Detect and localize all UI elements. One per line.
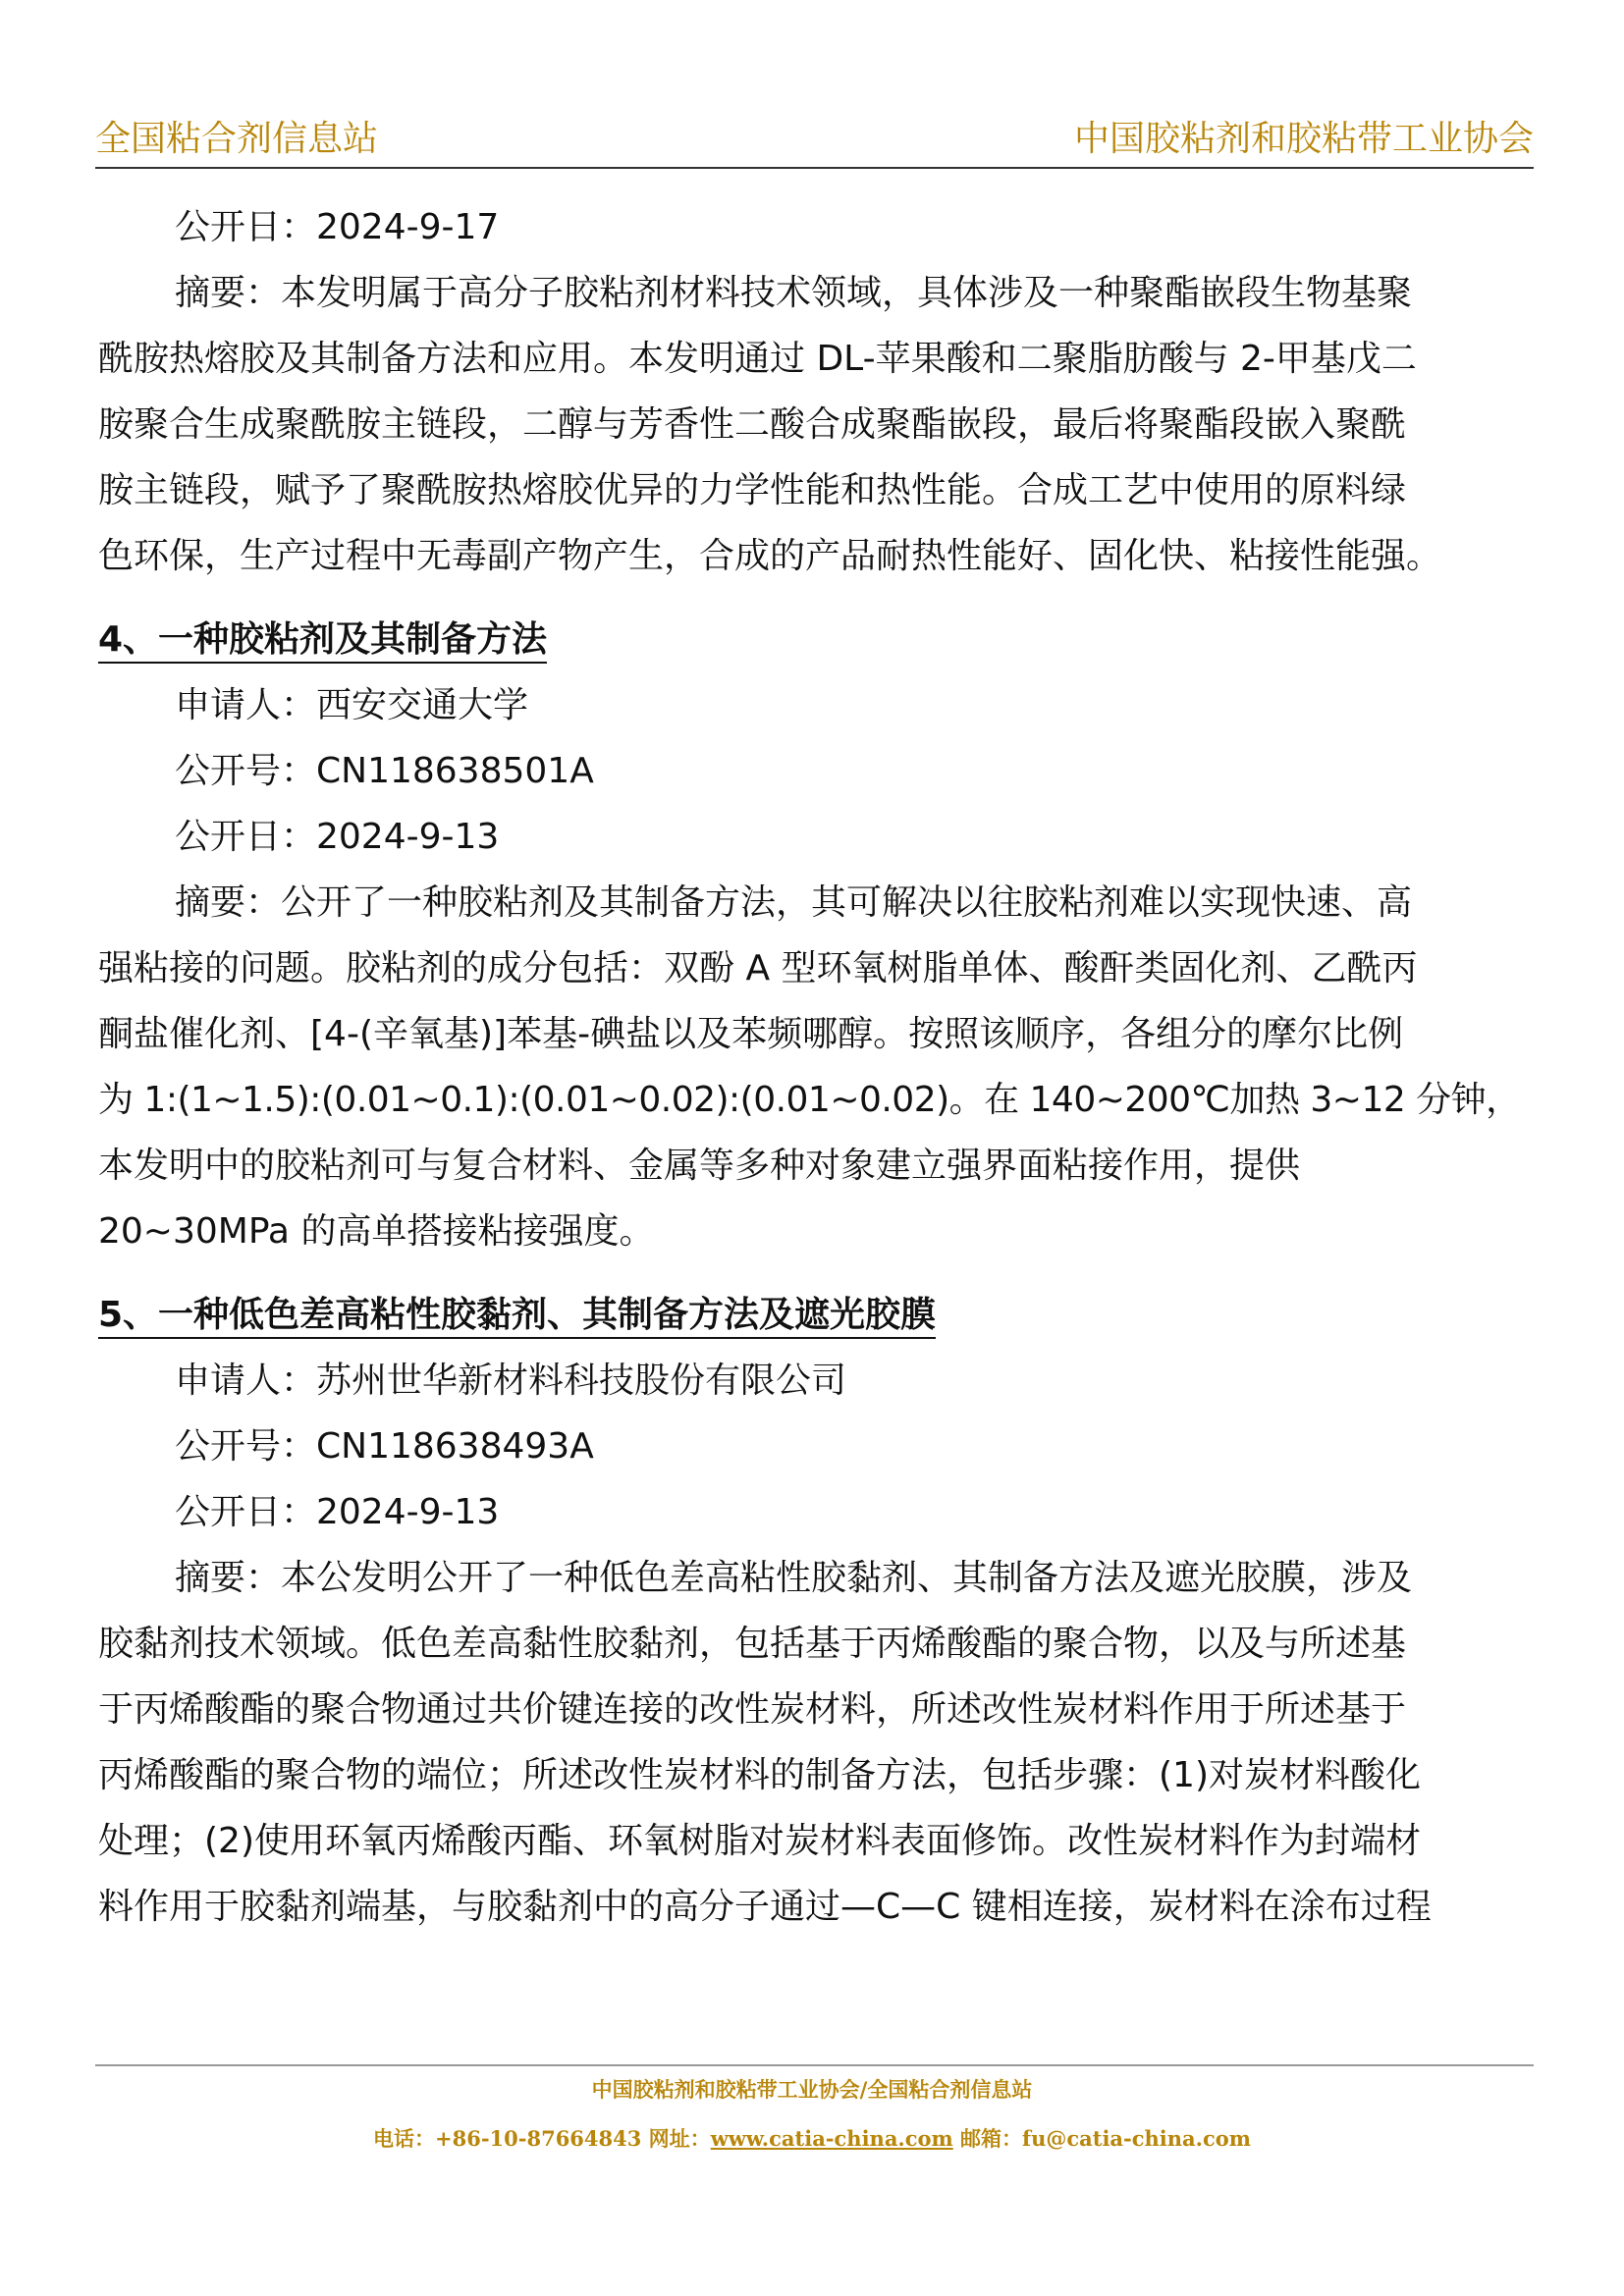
section5-title: 5、一种低色差高粘性胶黏剂、其制备方法及遮光胶膜 (98, 1282, 1534, 1348)
footer-divider (95, 2064, 1534, 2066)
abstract-line: 料作用于胶黏剂端基，与胶黏剂中的高分子通过—C—C 键相连接，炭材料在涂布过程 (98, 1887, 1432, 1927)
abstract-line: 为 1:(1~1.5):(0.01~0.1):(0.01~0.02):(0.01~0.02)。在 140~200℃加热 3~12 分钟， (98, 1080, 1521, 1120)
footer-phone: 电话：+86-10-87664843 网址： (373, 2126, 711, 2151)
header-site-name: 全国粘合剂信息站 (95, 119, 379, 159)
section5-applicant: 申请人：苏州世华新材料科技股份有限公司 (175, 1361, 847, 1401)
abstract-line: 丙烯酸酯的聚合物的端位；所述改性炭材料的制备方法，包括步骤：(1)对炭材料酸化 (98, 1755, 1421, 1795)
section4-title: 4、一种胶粘剂及其制备方法 (98, 607, 1534, 672)
section5-pub-no: 公开号：CN118638493A (175, 1426, 594, 1467)
footer-email: 邮箱：fu@catia-china.com (952, 2126, 1251, 2151)
abstract-line: 胺聚合生成聚酰胺主链段，二醇与芳香性二酸合成聚酯嵌段，最后将聚酯段嵌入聚酰 (98, 404, 1407, 445)
abstract-line: 强粘接的问题。胶粘剂的成分包括：双酚 A 型环氧树脂单体、酸酐类固化剂、乙酰丙 (98, 948, 1418, 988)
abstract-line: 胺主链段，赋予了聚酰胺热熔胶优异的力学性能和热性能。合成工艺中使用的原料绿 (98, 470, 1407, 510)
abstract-line: 胶黏剂技术领域。低色差高黏性胶黏剂，包括基于丙烯酸酯的聚合物，以及与所述基 (98, 1624, 1407, 1664)
abstract-line: 色环保，生产过程中无毒副产物产生，合成的产品耐热性能好、固化快、粘接性能强。 (98, 536, 1442, 576)
page-header (95, 110, 1534, 169)
section4-pub-date: 公开日：2024-9-13 (175, 817, 500, 857)
section4-applicant: 申请人：西安交通大学 (175, 685, 529, 725)
abstract-line: 酰胺热熔胶及其制备方法和应用。本发明通过 DL-苹果酸和二聚脂肪酸与 2-甲基戊二 (98, 339, 1417, 379)
footer-website-link[interactable]: www.catia-china.com (710, 2126, 953, 2151)
footer-organization: 中国胶粘剂和胶粘带工业协会/全国粘合剂信息站 (591, 2077, 1033, 2102)
section4-pub-no: 公开号：CN118638501A (175, 751, 594, 791)
abstract-line: 本发明中的胶粘剂可与复合材料、金属等多种对象建立强界面粘接作用，提供 (98, 1146, 1301, 1186)
abstract-line: 摘要：本发明属于高分子胶粘剂材料技术领域，具体涉及一种聚酯嵌段生物基聚 (175, 273, 1413, 313)
section3-pub-date: 公开日：2024-9-17 (175, 207, 500, 247)
abstract-line: 摘要：公开了一种胶粘剂及其制备方法，其可解决以往胶粘剂难以实现快速、高 (175, 882, 1413, 923)
abstract-line: 20~30MPa 的高单搭接粘接强度。 (98, 1211, 655, 1252)
document-body (98, 194, 1534, 1940)
header-association-name: 中国胶粘剂和胶粘带工业协会 (1073, 119, 1534, 159)
abstract-line: 酮盐催化剂、[4-(辛氧基)]苯基-碘盐以及苯频哪醇。按照该顺序，各组分的摩尔比例 (98, 1014, 1404, 1054)
section5-pub-date: 公开日：2024-9-13 (175, 1492, 500, 1532)
abstract-line: 于丙烯酸酯的聚合物通过共价键连接的改性炭材料，所述改性炭材料作用于所述基于 (98, 1689, 1407, 1730)
abstract-line: 摘要：本公发明公开了一种低色差高粘性胶黏剂、其制备方法及遮光胶膜，涉及 (175, 1558, 1413, 1598)
footer-contact (0, 2124, 1624, 2154)
abstract-line: 处理；(2)使用环氧丙烯酸丙酯、环氧树脂对炭材料表面修饰。改性炭材料作为封端材 (98, 1821, 1421, 1861)
